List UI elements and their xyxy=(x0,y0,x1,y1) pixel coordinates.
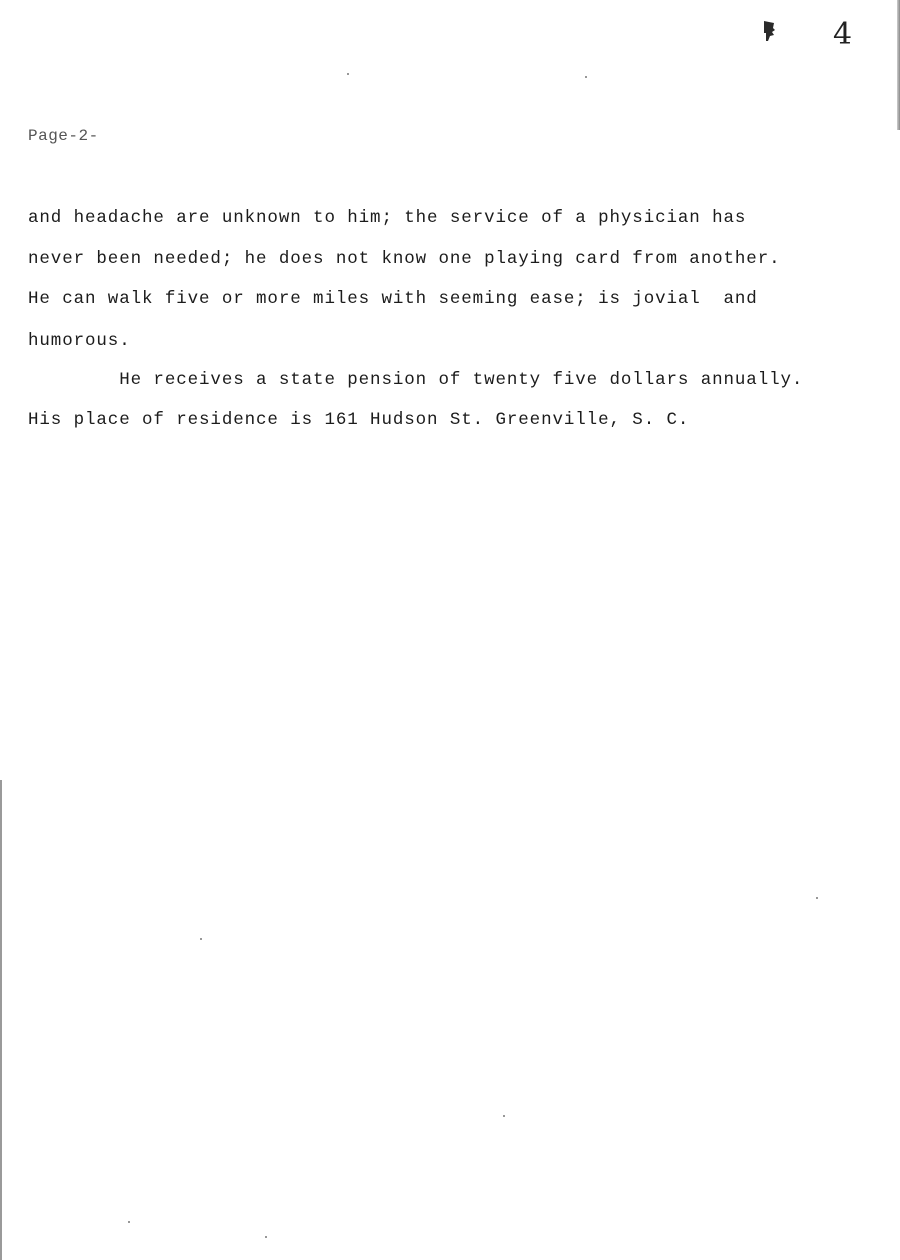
page-label: Page-2- xyxy=(28,127,99,145)
scan-speck xyxy=(347,73,349,75)
text-line: His place of residence is 161 Hudson St. Greenville, S. C. xyxy=(28,410,690,430)
page-number: 4 xyxy=(833,17,853,52)
text-line: He receives a state pension of twenty five dollars annually. xyxy=(28,370,804,390)
scan-speck xyxy=(585,76,587,78)
text-line: never been needed; he does not know one playing card from another. xyxy=(28,249,781,269)
scan-speck xyxy=(816,897,818,899)
text-line: humorous. xyxy=(28,331,131,351)
stamp-mark-icon xyxy=(762,20,776,42)
scan-speck xyxy=(503,1115,505,1117)
text-line: He can walk five or more miles with seeming ease; is jovial and xyxy=(28,289,758,309)
text-line: and headache are unknown to him; the service of a physician has xyxy=(28,208,747,228)
scan-edge xyxy=(0,780,2,1260)
scan-speck xyxy=(200,938,202,940)
scan-speck xyxy=(265,1236,267,1238)
scan-speck xyxy=(128,1221,130,1223)
